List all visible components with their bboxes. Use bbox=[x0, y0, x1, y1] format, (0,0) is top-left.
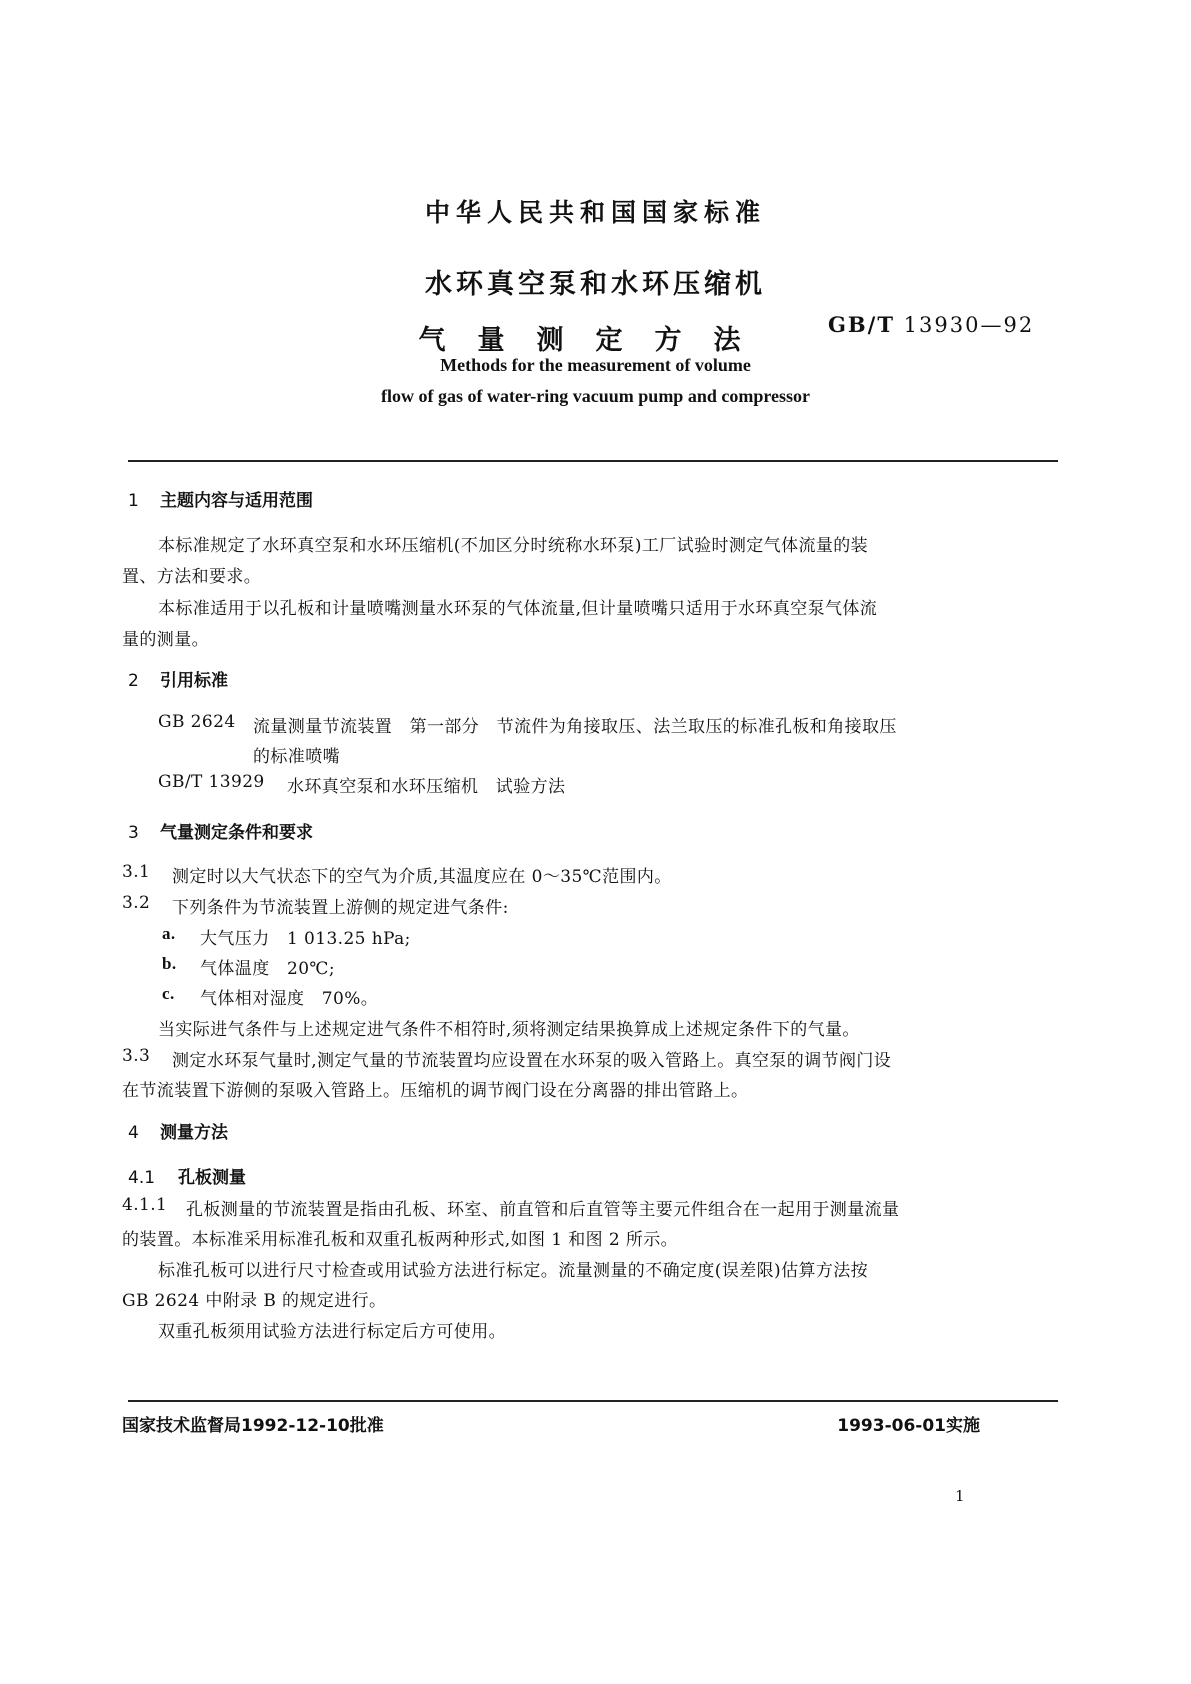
section-title: 测量方法 bbox=[160, 1123, 228, 1143]
clause-text: 测定时以大气状态下的空气为介质,其温度应在 0～35℃范围内。 bbox=[172, 867, 672, 887]
section-3-heading bbox=[128, 818, 313, 843]
clause-text: 下列条件为节流装置上游侧的规定进气条件: bbox=[172, 898, 509, 918]
list-item-label: b. bbox=[162, 954, 177, 973]
standard-code-number: 13930—92 bbox=[903, 313, 1035, 337]
subsection-number: 4.1 bbox=[128, 1168, 156, 1188]
clause-text: 孔板测量的节流装置是指由孔板、环室、前直管和后直管等主要元件组合在一起用于测量流量 bbox=[186, 1200, 900, 1220]
reference-text: 流量测量节流装置 第一部分 节流件为角接取压、法兰取压的标准孔板和角接取压 bbox=[253, 717, 897, 737]
list-item-label: c. bbox=[162, 984, 175, 1003]
paragraph-line: 量的测量。 bbox=[122, 630, 209, 650]
standard-code bbox=[828, 312, 1034, 337]
clause-text: 测定水环泵气量时,测定气量的节流装置均应设置在水环泵的吸入管路上。真空泵的调节阀门设 bbox=[172, 1051, 892, 1071]
standard-code-prefix: GB/T bbox=[828, 312, 895, 337]
section-number: 2 bbox=[128, 671, 139, 691]
standard-org-title: 中华人民共和国国家标准 bbox=[424, 198, 766, 227]
section-title: 引用标准 bbox=[160, 671, 228, 691]
paragraph-line: 在节流装置下游侧的泵吸入管路上。压缩机的调节阀门设在分离器的排出管路上。 bbox=[122, 1081, 749, 1101]
english-title-line1: Methods for the measurement of volume bbox=[440, 355, 751, 375]
paragraph-line: 当实际进气条件与上述规定进气条件不相符时,须将测定结果换算成上述规定条件下的气量。 bbox=[158, 1020, 860, 1040]
page-number: 1 bbox=[955, 1487, 965, 1505]
section-title: 主题内容与适用范围 bbox=[160, 491, 313, 511]
english-title-line2: flow of gas of water-ring vacuum pump and compressor bbox=[381, 386, 810, 406]
reference-text: 水环真空泵和水环压缩机 试验方法 bbox=[287, 777, 566, 797]
list-item-text: 气体相对湿度 70%。 bbox=[200, 989, 379, 1009]
clause-number: 3.3 bbox=[122, 1046, 151, 1066]
paragraph-line: GB 2624 中附录 B 的规定进行。 bbox=[122, 1291, 387, 1311]
list-item-label: a. bbox=[162, 924, 176, 943]
clause-number: 3.1 bbox=[122, 862, 151, 882]
section-number: 4 bbox=[128, 1123, 139, 1143]
paragraph-line: 本标准适用于以孔板和计量喷嘴测量水环泵的气体流量,但计量喷嘴只适用于水环真空泵气体流 bbox=[158, 599, 878, 619]
footer-divider bbox=[128, 1400, 1058, 1402]
subsection-4-1-heading bbox=[128, 1163, 246, 1188]
section-number: 3 bbox=[128, 823, 139, 843]
document-title-line1: 水环真空泵和水环压缩机 bbox=[425, 269, 766, 300]
paragraph-line: 的装置。本标准采用标准孔板和双重孔板两种形式,如图 1 和图 2 所示。 bbox=[122, 1230, 679, 1250]
approval-date: 国家技术监督局1992-12-10批准 bbox=[122, 1416, 384, 1436]
section-1-heading bbox=[128, 486, 313, 511]
effective-date: 1993-06-01实施 bbox=[837, 1416, 980, 1436]
section-number: 1 bbox=[128, 491, 139, 511]
header-divider bbox=[128, 460, 1058, 462]
paragraph-line: 双重孔板须用试验方法进行标定后方可使用。 bbox=[158, 1322, 506, 1342]
clause-number: 3.2 bbox=[122, 893, 151, 913]
paragraph-line: 置、方法和要求。 bbox=[122, 567, 262, 587]
section-2-heading bbox=[128, 666, 228, 691]
section-title: 气量测定条件和要求 bbox=[160, 823, 313, 843]
section-4-heading bbox=[128, 1118, 228, 1143]
reference-text: 的标准喷嘴 bbox=[253, 747, 340, 767]
paragraph-line: 本标准规定了水环真空泵和水环压缩机(不加区分时统称水环泵)工厂试验时测定气体流量的装 bbox=[158, 536, 869, 556]
document-title-line2: 气量测定方法 bbox=[418, 325, 773, 356]
clause-number: 4.1.1 bbox=[122, 1195, 168, 1215]
list-item-text: 大气压力 1 013.25 hPa; bbox=[200, 929, 411, 949]
subsection-title: 孔板测量 bbox=[178, 1168, 246, 1188]
paragraph-line: 标准孔板可以进行尺寸检查或用试验方法进行标定。流量测量的不确定度(误差限)估算方法按 bbox=[158, 1261, 869, 1281]
reference-code: GB 2624 bbox=[158, 712, 236, 732]
list-item-text: 气体温度 20℃; bbox=[200, 959, 335, 979]
reference-code: GB/T 13929 bbox=[158, 772, 265, 792]
